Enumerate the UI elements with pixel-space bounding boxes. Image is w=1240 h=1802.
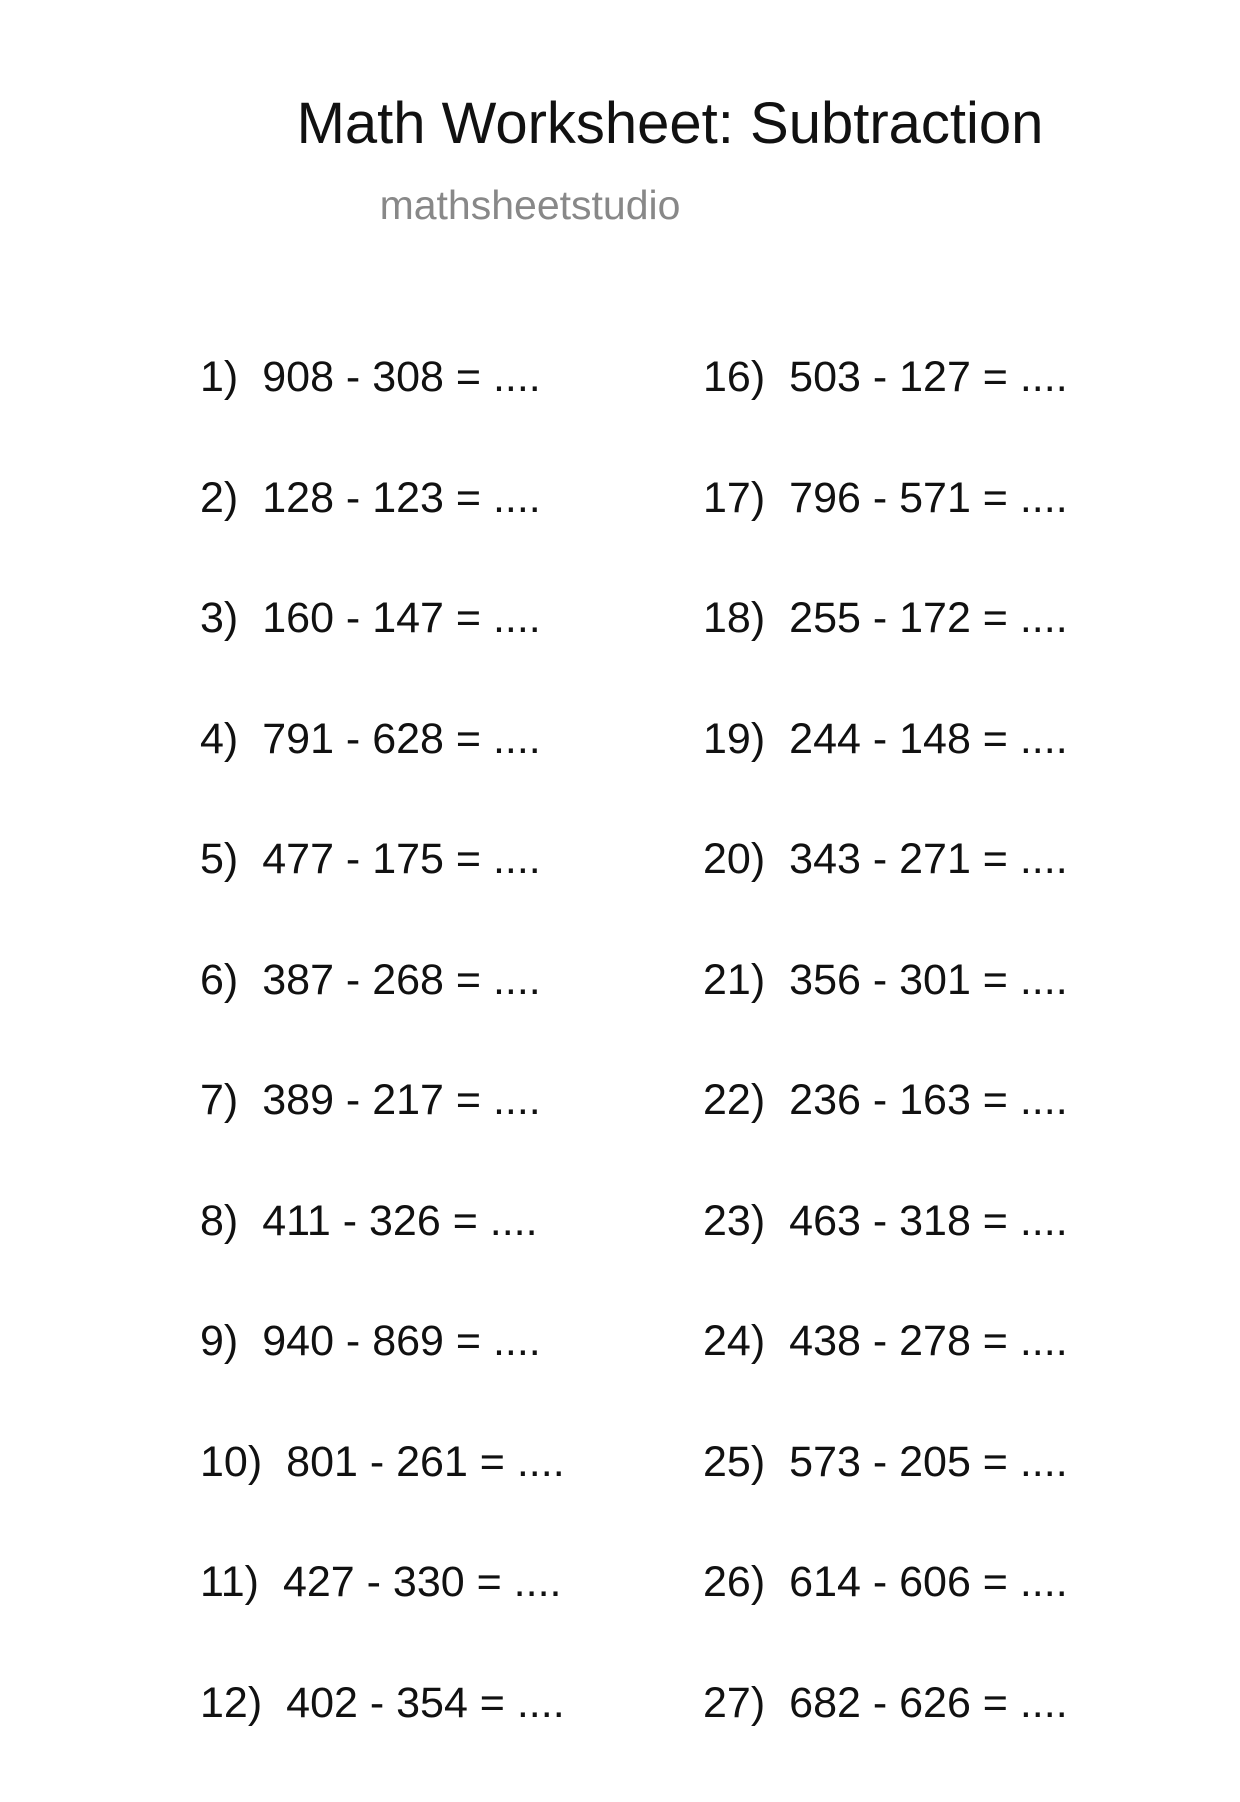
problem-number: 5) [200, 838, 238, 881]
problem-item [200, 1320, 565, 1441]
problem-column-left [200, 356, 565, 1802]
problem-number: 21) [703, 959, 765, 1002]
problem-expression: 244 - 148 = .... [789, 715, 1068, 763]
problem-item [200, 477, 565, 598]
problem-expression: 573 - 205 = .... [789, 1438, 1068, 1486]
problem-number: 8) [200, 1200, 238, 1243]
problem-number: 25) [703, 1441, 765, 1484]
problem-expression: 682 - 626 = .... [789, 1679, 1068, 1727]
problem-item [703, 597, 1068, 718]
worksheet-title: Math Worksheet: Subtraction [0, 95, 1240, 153]
problem-number: 4) [200, 718, 238, 761]
problem-item [200, 1441, 565, 1562]
problem-expression: 411 - 326 = .... [262, 1197, 537, 1245]
problem-number: 17) [703, 477, 765, 520]
problem-item [200, 718, 565, 839]
problem-expression: 791 - 628 = .... [262, 715, 541, 763]
problem-number: 7) [200, 1079, 238, 1122]
problem-item [200, 959, 565, 1080]
problem-expression: 402 - 354 = .... [286, 1679, 565, 1727]
problem-item [703, 1441, 1068, 1562]
problem-item [200, 356, 565, 477]
problem-number: 19) [703, 718, 765, 761]
problem-item [200, 1079, 565, 1200]
problem-expression: 940 - 869 = .... [262, 1317, 541, 1365]
problem-expression: 796 - 571 = .... [789, 474, 1068, 522]
problem-item [200, 1682, 565, 1802]
problem-number: 20) [703, 838, 765, 881]
problem-item [200, 838, 565, 959]
problem-expression: 427 - 330 = .... [283, 1558, 562, 1606]
problem-number: 10) [200, 1441, 262, 1484]
problem-item [200, 1200, 565, 1321]
problem-item [703, 477, 1068, 598]
problem-number: 1) [200, 356, 238, 399]
problem-number: 24) [703, 1320, 765, 1363]
problem-expression: 463 - 318 = .... [789, 1197, 1068, 1245]
problem-item [703, 718, 1068, 839]
problem-item [703, 959, 1068, 1080]
problem-item [703, 838, 1068, 959]
problem-number: 26) [703, 1561, 765, 1604]
problem-number: 12) [200, 1682, 262, 1725]
problem-item [200, 597, 565, 718]
worksheet-subtitle: mathsheetstudio [0, 185, 1240, 226]
problem-item [703, 1079, 1068, 1200]
problem-expression: 343 - 271 = .... [789, 835, 1068, 883]
problem-expression: 438 - 278 = .... [789, 1317, 1068, 1365]
problem-item [703, 356, 1068, 477]
problem-expression: 477 - 175 = .... [262, 835, 541, 883]
problem-expression: 236 - 163 = .... [789, 1076, 1068, 1124]
problem-expression: 389 - 217 = .... [262, 1076, 541, 1124]
problem-number: 9) [200, 1320, 238, 1363]
problem-number: 18) [703, 597, 765, 640]
problem-number: 6) [200, 959, 238, 1002]
problem-item [703, 1682, 1068, 1802]
problem-expression: 356 - 301 = .... [789, 956, 1068, 1004]
problem-number: 16) [703, 356, 765, 399]
problem-number: 3) [200, 597, 238, 640]
problem-item [200, 1561, 565, 1682]
problem-expression: 160 - 147 = .... [262, 594, 541, 642]
problem-item [703, 1561, 1068, 1682]
problem-number: 2) [200, 477, 238, 520]
problem-item [703, 1200, 1068, 1321]
problem-number: 22) [703, 1079, 765, 1122]
problem-number: 11) [200, 1561, 259, 1604]
problem-expression: 255 - 172 = .... [789, 594, 1068, 642]
problem-expression: 128 - 123 = .... [262, 474, 541, 522]
problem-item [703, 1320, 1068, 1441]
problem-number: 23) [703, 1200, 765, 1243]
problem-number: 27) [703, 1682, 765, 1725]
problem-expression: 503 - 127 = .... [789, 353, 1068, 401]
problem-column-right [703, 356, 1068, 1802]
problem-expression: 387 - 268 = .... [262, 956, 541, 1004]
problem-expression: 801 - 261 = .... [286, 1438, 565, 1486]
problem-expression: 614 - 606 = .... [789, 1558, 1068, 1606]
problem-expression: 908 - 308 = .... [262, 353, 541, 401]
